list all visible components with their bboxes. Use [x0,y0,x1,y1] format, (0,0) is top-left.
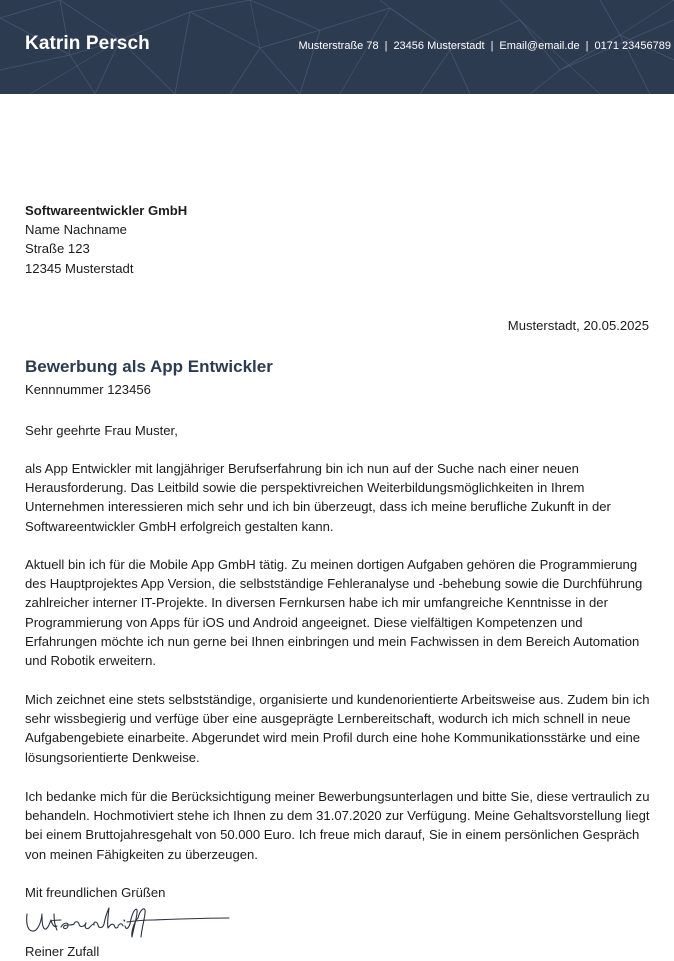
sender-city: 23456 Musterstadt [393,40,485,52]
contact-separator: | [384,40,388,52]
sender-address: Musterstraße 78 [298,40,379,52]
body-paragraph: Ich bedanke mich für die Berücksichtigung meiner Bewerbungsunterlagen und bitte Sie, diese vertraulich zu behandeln. Hochmotiviert stehe ich Ihnen zu dem 31.07.2020 zur Verfügung. Meine Gehaltsvorstellung liegt bei einem Bruttojahresgehalt von 50.000 Euro. Ich freue mich darauf, Sie in einem persönlichen Gespräch von meinen Fähigkeiten zu überzeugen. [25,789,650,862]
signer-name: Reiner Zufall [25,944,100,959]
closing-phrase: Mit freundlichen Grüßen [25,885,166,900]
salutation: Sehr geehrte Frau Muster, [25,423,178,438]
body-paragraph: als App Entwickler mit langjähriger Berufserfahrung bin ich nun auf der Suche nach einer neuen Herausforderung. Das Leitbild sowie die perspektivreichen Weiterbildungsmöglichkeiten in Ihrem Unternehmen interessieren mich sehr und ich bin überzeugt, dass ich meine berufliche Zukunft in der Softwareentwickler GmbH erfolgreich gestalten kann. [25,461,611,534]
sender-phone: 0171 23456789 [594,40,671,52]
recipient-contact: Name Nachname [25,222,127,238]
handwritten-signature [24,904,234,942]
letter-date: Musterstadt, 20.05.2025 [507,318,649,333]
contact-separator: | [585,40,589,52]
sender-email: Email@email.de [499,40,580,52]
recipient-company: Softwareentwickler GmbH [25,203,188,218]
recipient-address-block [25,201,187,278]
letterhead-banner [0,0,674,94]
contact-separator: | [490,40,494,52]
recipient-city: 12345 Musterstadt [25,260,134,276]
reference-number: Kennnummer 123456 [25,382,151,397]
body-paragraph: Mich zeichnet eine stets selbstständige, organisierte und kundenorientierte Arbeitsweise aus. Zudem bin ich sehr wissbegierig und verfüge über eine ausgeprägte Lernbereitschaft, wodurch ich mich schnell in neue Aufgabengebiete einarbeite. Abgerundet wird mein Profil durch eine hohe Kommunikationsstärke und eine lösungsorientierte Denkweise. [25,692,650,765]
sender-contact-line [298,40,671,52]
sender-name: Katrin Persch [25,33,150,54]
body-paragraph: Aktuell bin ich für die Mobile App GmbH tätig. Zu meinen dortigen Aufgaben gehören die Programmierung des Hauptprojektes App Version, die selbstständige Fehleranalyse und -behebung sowie die Durchführung zahlreicher interner IT-Projekte. In diversen Fernkursen habe ich mir umfangreiche Kenntnisse in der Programmierung von Apps für iOS und Android angeeignet. Diese vielfältigen Kompetenzen und Erfahrungen möchte ich nun gerne bei Ihnen einbringen und mein Fachwissen in dem Bereich Automation und Robotik erweitern. [25,557,643,669]
recipient-street: Straße 123 [25,241,90,257]
letter-subject: Bewerbung als App Entwickler [25,357,273,376]
